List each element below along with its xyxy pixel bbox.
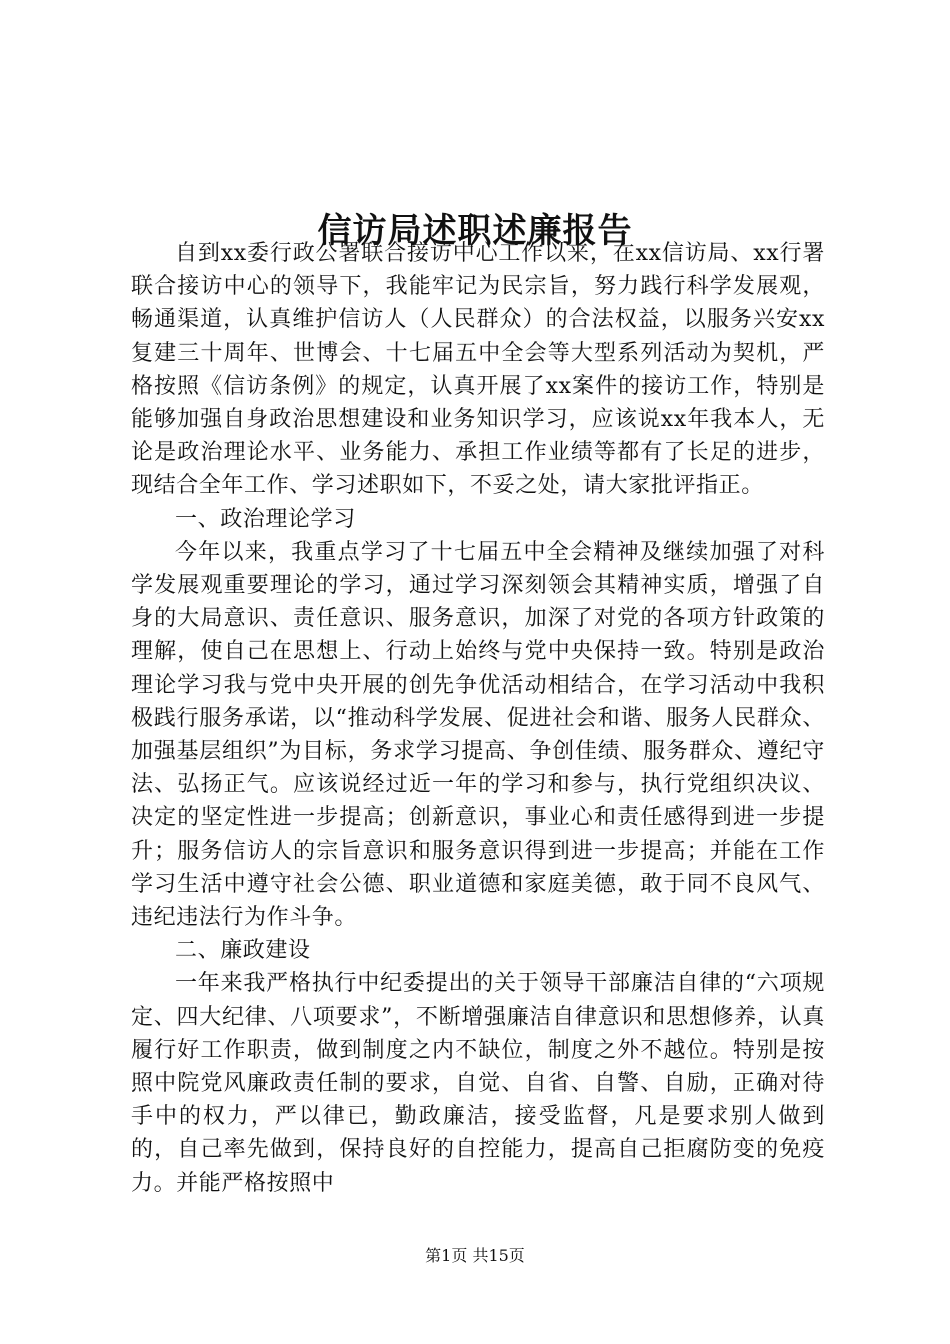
section-heading-political-study: 一、政治理论学习 — [175, 506, 356, 532]
page-title: 信访局述职述廉报告 — [317, 210, 633, 251]
section-paragraph-integrity: 一年来我严格执行中纪委提出的关于领导干部廉洁自律的“六项规定、四大纪律、八项要求”，不断增强廉洁自律意识和思想修养，认真履行好工作职责，做到制度之内不缺位，制度之外不越位。特别是按照中院党风廉政责任制的要求，自觉、自省、自警、自励，正确对待手中的权力，严以律已，勤政廉洁，接受监督，凡是要求别人做到的，自己率先做到，保持良好的自控能力，提高自己拒腐防变的免疫力。并能严格按照中 — [131, 971, 825, 1196]
section-heading-integrity: 二、廉政建设 — [175, 938, 311, 964]
document-body — [131, 237, 825, 1200]
page-footer: 第1页 共15页 — [425, 1246, 525, 1265]
section-paragraph-political-study: 今年以来，我重点学习了十七届五中全会精神及继续加强了对科学发展观重要理论的学习，通过学习深刻领会其精神实质，增强了自身的大局意识、责任意识、服务意识，加深了对党的各项方针政策的理解，使自己在思想上、行动上始终与党中央保持一致。特别是政治理论学习我与党中央开展的创先争优活动相结合，在学习活动中我积极践行服务承诺，以“推动科学发展、促进社会和谐、服务人民群众、加强基层组织”为目标，务求学习提高、争创佳绩、服务群众、遵纪守法、弘扬正气。应该说经过近一年的学习和参与，执行党组织决议、决定的坚定性进一步提高；创新意识，事业心和责任感得到进一步提升；服务信访人的宗旨意识和服务意识得到进一步提高；并能在工作学习生活中遵守社会公德、职业道德和家庭美德，敢于同不良风气、违纪违法行为作斗争。 — [131, 539, 825, 931]
intro-paragraph: 自到xx委行政公署联合接访中心工作以来，在xx信访局、xx行署联合接访中心的领导下，我能牢记为民宗旨，努力践行科学发展观，畅通渠道，认真维护信访人（人民群众）的合法权益，以服务兴安xx复建三十周年、世博会、十七届五中全会等大型系列活动为契机，严格按照《信访条例》的规定，认真开展了xx案件的接访工作，特别是能够加强自身政治思想建设和业务知识学习，应该说xx年我本人，无论是政治理论水平、业务能力、承担工作业绩等都有了长足的进步，现结合全年工作、学习述职如下，不妥之处，请大家批评指正。 — [131, 241, 825, 499]
